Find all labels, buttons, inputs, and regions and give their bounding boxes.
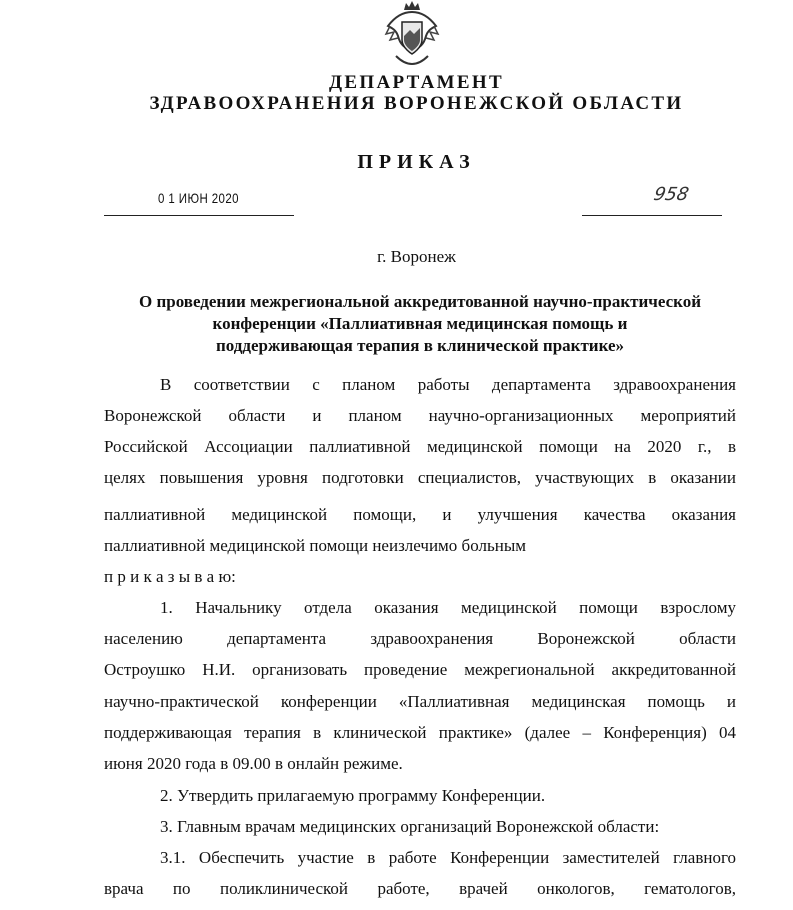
body-line: целях повышения уровня подготовки специалистов, участвующих в оказании [104,468,736,487]
body-line: Воронежской области и планом научно-организационных мероприятий [104,406,736,425]
body-line: научно-практической конференции «Паллиативная медицинская помощь и [104,692,736,711]
date-underline [104,215,294,216]
body-line: населению департамента здравоохранения Воронежской области [104,629,736,648]
body-line: поддерживающая терапия в клинической практике» (далее – Конференция) 04 [104,723,736,742]
title-line: поддерживающая терапия в клинической практике» [215,336,625,355]
coat-of-arms-icon [382,0,442,66]
department-name-line2: ЗДРАВООХРАНЕНИЯ ВОРОНЕЖСКОЙ ОБЛАСТИ [149,93,684,114]
order-date: 0 1 ИЮН 2020 [158,190,239,206]
body-line: В соответствии с планом работы департамента здравоохранения [160,375,736,394]
title-line: конференции «Паллиативная медицинская помощь и [212,314,628,333]
body-line: июня 2020 года в 09.00 в онлайн режиме. [104,754,403,773]
body-line: Российской Ассоциации паллиативной медицинской помощи на 2020 г., в [104,437,736,456]
order-number: 958 [651,184,691,205]
document-type: ПРИКАЗ [357,151,476,173]
body-line: 3. Главным врачам медицинских организаций Воронежской области: [160,817,660,836]
department-name-line1: ДЕПАРТАМЕНТ [329,72,504,93]
title-line: О проведении межрегиональной аккредитованной научно-практической [138,292,702,311]
document-title [100,291,740,357]
number-underline [582,215,722,216]
body-line: паллиативной медицинской помощи неизлечимо больным [104,536,526,555]
body-line: врача по поликлинической работе, врачей онкологов, гематологов, [104,879,736,898]
city: г. Воронеж [377,247,456,266]
body-line: 2. Утвердить прилагаемую программу Конференции. [160,786,546,805]
order-word: п р и к а з ы в а ю: [104,567,236,586]
body-line: 3.1. Обеспечить участие в работе Конференции заместителей главного [160,848,736,867]
body-line: паллиативной медицинской помощи, и улучшения качества оказания [104,505,736,524]
body-line: Остроушко Н.И. организовать проведение межрегиональной аккредитованной [104,660,736,679]
body-line: 1. Начальнику отдела оказания медицинской помощи взрослому [160,598,736,617]
